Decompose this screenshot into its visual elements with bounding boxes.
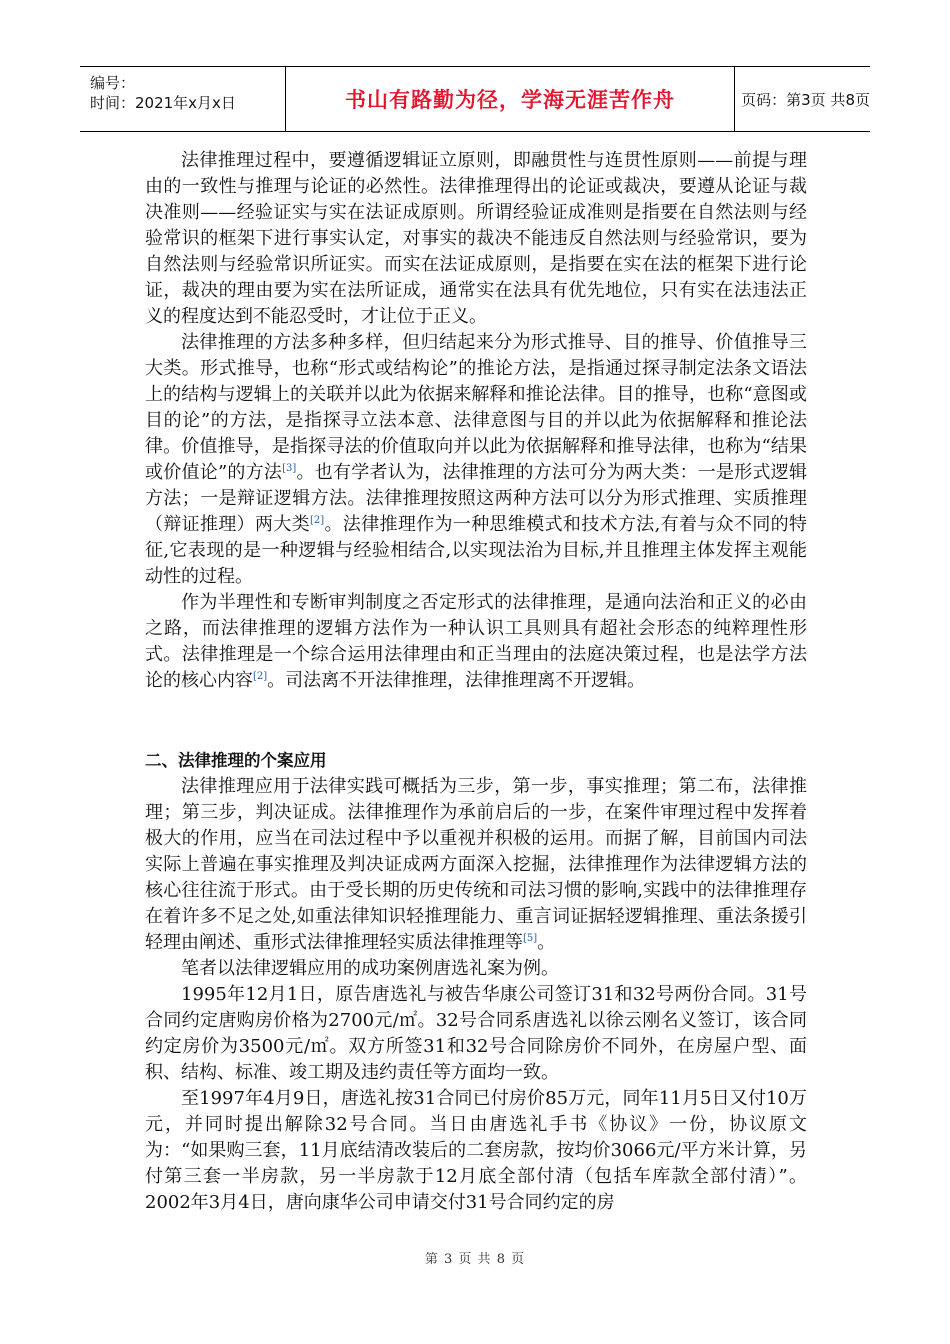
paragraph-2 bbox=[145, 330, 807, 590]
page-footer: 第 3 页 共 8 页 bbox=[424, 1252, 526, 1267]
header-page-info: 页码：第3页 共8页 bbox=[741, 90, 870, 109]
text-run: 法律推理的方法多种多样，但归结起来分为形式推导、目的推导、价值推导三大类。形式推导，也称“形式或结构论”的推论方法，是指通过探寻制定法条文语法上的结构与逻辑上的关联并以此为依据来解释和推论法律。目的推导，也称“意图或目的论”的方法，是指探寻立法本意、法律意图与目的并以此为依据解释和推论法律。价值推导，是指探寻法的价值取向并以此为依据解释和推导法律，也称为“结果或价值论”的方法 bbox=[145, 332, 807, 483]
text-run: 。法律推理作为一种思维模式和技术方法,有着与众不同的特征,它表现的是一种逻辑与经验相结合,以实现法治为目标,并且推理主体发挥主观能动性的过程。 bbox=[145, 514, 807, 587]
text-run: 作为半理性和专断审判制度之否定形式的法律推理，是通向法治和正义的必由之路，而法律推理的逻辑方法作为一种认识工具则具有超社会形态的纯粹理性形式。法律推理是一个综合运用法律理由和正当理由的法庭决策过程，也是法学方法论的核心内容 bbox=[145, 592, 807, 691]
text-run: 。 bbox=[537, 932, 556, 953]
citation-ref[interactable]: [5] bbox=[523, 933, 538, 944]
paragraph-5: 笔者以法律逻辑应用的成功案例唐选礼案为例。 bbox=[181, 958, 559, 979]
paragraph-1: 法律推理过程中，要遵循逻辑证立原则，即融贯性与连贯性原则——前提与理由的一致性与推理与论证的必然性。法律推理得出的论证或裁决，要遵从论证与裁决准则——经验证实与实在法证成原则。所谓经验证成准则是指要在自然法则与经验常识的框架下进行事实认定，对事实的裁决不能违反自然法则与经验常识，要为自然法则与经验常识所证实。而实在法证成原则，是指要在实在法的框架下进行论证，裁决的理由要为实在法所证成，通常实在法具有优先地位，只有实在法违法正义的程度达到不能忍受时，才让位于正义。 bbox=[145, 150, 807, 327]
text-run: 。司法离不开法律推理，法律推理离不开逻辑。 bbox=[267, 670, 646, 691]
text-run: 法律推理应用于法律实践可概括为三步，第一步，事实推理；第二布，法律推理；第三步，判决证成。法律推理作为承前启后的一步，在案件审理过程中发挥着极大的作用，应当在司法过程中予以重视并积极的运用。而据了解，目前国内司法实际上普遍在事实推理及判决证成两方面深入挖掘，法律推理作为法律逻辑方法的核心往往流于形式。由于受长期的历史传统和司法习惯的影响,实践中的法律推理存在着许多不足之处,如重法律知识轻推理能力、重言词证据轻逻辑推理、重法条援引轻理由阐述、重形式法律推理轻实质法律推理等 bbox=[145, 776, 807, 953]
section-heading: 二、法律推理的个案应用 bbox=[145, 751, 327, 770]
citation-ref[interactable]: [2] bbox=[310, 515, 325, 526]
page-header bbox=[80, 66, 870, 132]
citation-ref[interactable]: [2] bbox=[253, 671, 268, 682]
paragraph-4 bbox=[145, 774, 807, 956]
citation-ref[interactable]: [3] bbox=[282, 463, 297, 474]
header-meta bbox=[80, 67, 286, 131]
text-run: 。也有学者认为，法律推理的方法可分为两大类：一是形式逻辑方法；一是辩证逻辑方法。法律推理按照这两种方法可以分为形式推理、实质推理（辩证推理）两大类 bbox=[145, 462, 808, 535]
paragraph-6: 1995年12月1日，原告唐选礼与被告华康公司签订31和32号两份合同。31号合同约定唐购房价格为2700元/㎡。32号合同系唐选礼以徐云刚名义签订，该合同约定房价为3500元/㎡。双方所签31和32号合同除房价不同外，在房屋户型、面积、结构、标准、竣工期及违约责任等方面均一致。 bbox=[145, 984, 807, 1083]
paragraph-7: 至1997年4月9日，唐选礼按31合同已付房价85万元，同年11月5日又付10万元，并同时提出解除32号合同。当日由唐选礼手书《协议》一份，协议原文为：“如果购三套，11月底结清改装后的二套房款，按均价3066元/平方米计算，另付第三套一半房款，另一半房款于12月底全部付清（包括车库款全部付清）”。2002年3月4日，唐向康华公司申请交付31号合同约定的房 bbox=[145, 1088, 807, 1213]
paragraph-3 bbox=[145, 590, 807, 694]
header-motto: 书山有路勤为径，学海无涯苦作舟 bbox=[286, 67, 735, 131]
document-body bbox=[145, 148, 807, 1216]
doc-number-label: 编号： bbox=[90, 74, 136, 92]
doc-date-label: 时间：2021年x月x日 bbox=[90, 94, 236, 112]
